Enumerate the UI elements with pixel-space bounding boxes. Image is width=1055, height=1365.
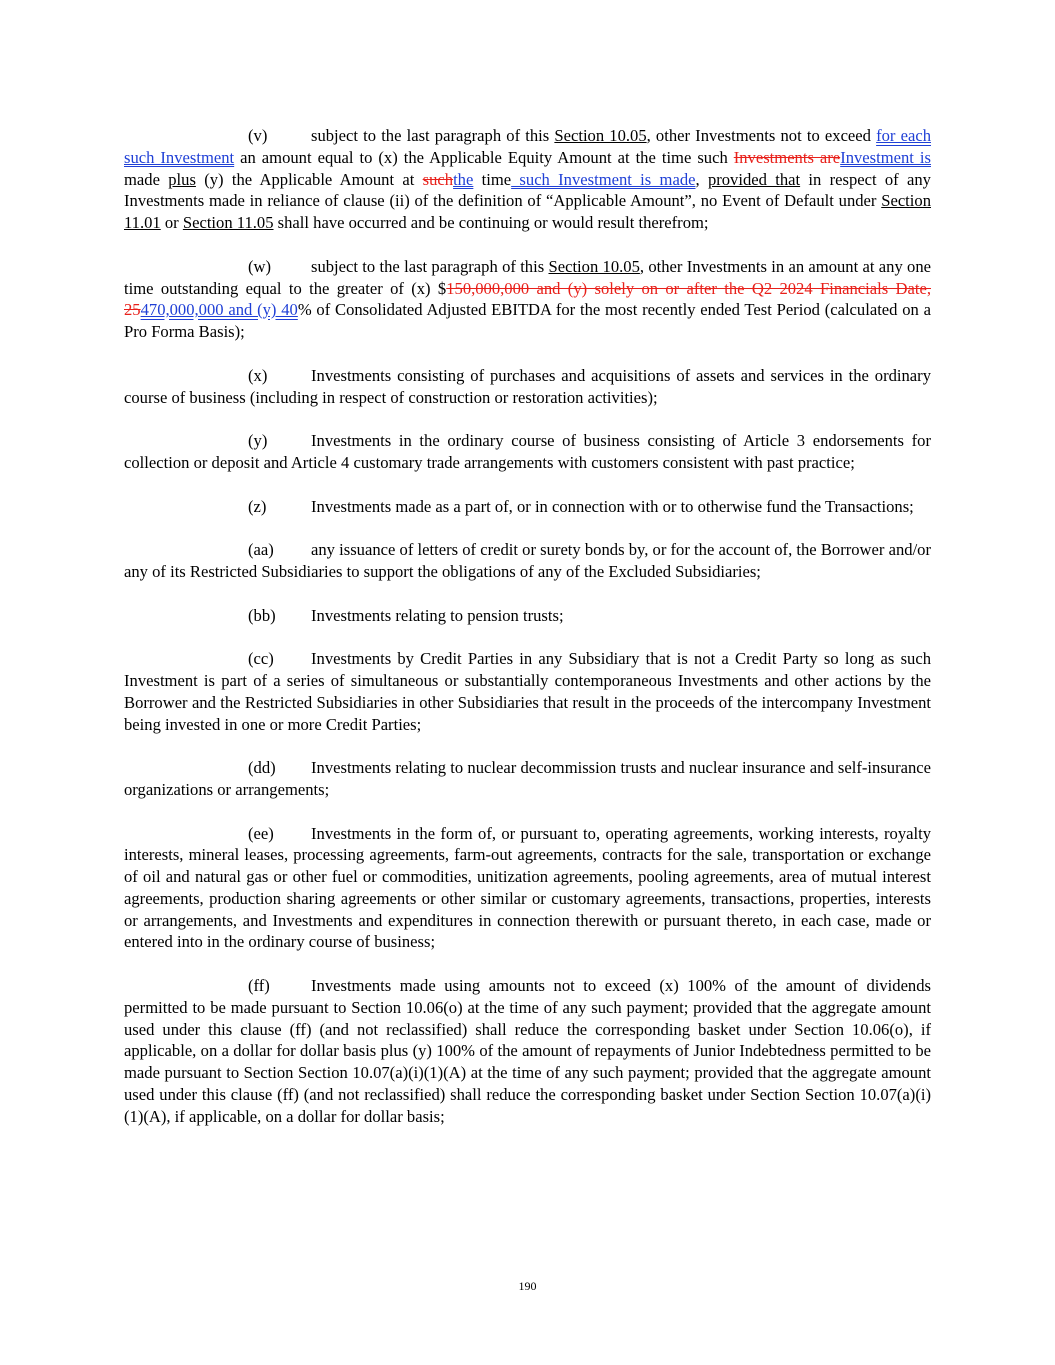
clause-label: (dd) (248, 758, 276, 778)
underlined-reference: Section 10.05 (548, 256, 640, 276)
clause-label: (bb) (248, 605, 276, 625)
clause-text: in respect of any Investments made in reliance of clause (ii) of the definition of “Applicable Amount”, no Event of Default under (124, 169, 931, 211)
clause-paragraph (124, 975, 931, 1128)
clause-label: (v) (248, 126, 268, 145)
clause-label: (w) (248, 256, 272, 276)
clause-text: (y) the Applicable Amount at (195, 169, 423, 189)
clause-text: Investments in the ordinary course of business consisting of Article 3 endorsements for collection or deposit and Article 4 customary trade arrangements with customers consistent with past practice; (124, 431, 931, 472)
clause-text: time (473, 169, 512, 189)
clause-text: Investments by Credit Parties in any Subsidiary that is not a Credit Party so long as such Investment is part of a series of simultaneous or substantially contemporaneous Investments and other actions by the Borrower and the Restricted Subsidiaries in other Subsidiaries that result in the proceeds of the intercompany Investment being invested in one or more Credit Parties; (124, 649, 931, 734)
clause-paragraph (124, 757, 931, 801)
clause-paragraph (124, 496, 931, 518)
clause-label: (ee) (248, 823, 274, 843)
clause-text: or (160, 213, 183, 233)
clause-paragraph (124, 430, 931, 474)
underlined-reference: Section 10.05 (554, 126, 647, 145)
clause-text: Investments consisting of purchases and acquisitions of assets and services in the ordinary course of business (including in respect of construction or restoration activities); (124, 365, 931, 407)
clause-text: % of Consolidated Adjusted EBITDA for the most recently ended Test Period (calculated on a Pro Forma Basis); (124, 300, 931, 342)
inserted-text: 470,000,000 and (y) 40 (140, 300, 298, 320)
clause-text: any issuance of letters of credit or surety bonds by, or for the account of, the Borrower and/or any of its Restricted Subsidiaries to support the obligations of any of the Excluded Subsidiaries; (124, 540, 931, 581)
clause-text: , other Investments in an amount at any one time outstanding equal to the greater of (x) $ (124, 256, 931, 298)
clause-paragraph (124, 648, 931, 735)
clause-label: (aa) (248, 540, 274, 560)
deleted-text: 150,000,000 and (y) solely on or after the Q2 2024 Financials Date, 25 (124, 278, 931, 320)
deleted-text: Investments are (733, 147, 841, 167)
clause-text: Investments relating to nuclear decommission trusts and nuclear insurance and self-insurance organizations or arrangements; (124, 758, 931, 799)
clause-label: (cc) (248, 649, 274, 669)
underlined-reference: Section 11.05 (182, 213, 274, 233)
clause-text: shall have occurred and be continuing or would result therefrom; (273, 213, 709, 233)
clause-text: subject to the last paragraph of this (311, 126, 555, 145)
deleted-text: such (422, 169, 454, 189)
clause-text: subject to the last paragraph of this (311, 256, 549, 276)
clause-paragraph (124, 365, 931, 409)
clause-text: , (695, 169, 708, 189)
clause-label: (z) (248, 496, 267, 516)
clause-paragraph (124, 539, 931, 583)
clause-text: , other Investments not to exceed (646, 126, 877, 145)
inserted-text: for each such Investment (124, 126, 931, 167)
clause-paragraph (124, 823, 931, 954)
page-number: 190 (518, 1279, 537, 1293)
document-page (124, 125, 931, 1149)
clause-text: Investments made as a part of, or in connection with or to otherwise fund the Transactions; (311, 496, 914, 516)
clause-text: Investments made using amounts not to exceed (x) 100% of the amount of dividends permitted to be made pursuant to Section 10.06(o) at the time of any such payment; provided that the aggregate amount used under this clause (ff) (and not reclassified) shall reduce the corresponding basket under Section 10.06(o), if applicable, on a dollar for dollar basis plus (y) 100% of the amount of repayments of Junior Indebtedness permitted to be made pursuant to Section Section 10.07(a)(i)(1)(A) at the time of any such payment; provided that the aggregate amount used under this clause (ff) (and not reclassified) shall reduce the corresponding basket under Section Section 10.07(a)(i)(1)(A), if applicable, on a dollar for dollar basis; (124, 976, 931, 1126)
inserted-text: Investment is (840, 147, 931, 167)
clause-label: (x) (248, 365, 268, 385)
underlined-reference: plus (168, 169, 196, 189)
clause-label: (y) (248, 431, 268, 451)
clause-label: (ff) (248, 976, 270, 996)
clause-paragraph (124, 256, 931, 343)
clause-text: made (124, 169, 169, 189)
clause-text: Investments relating to pension trusts; (311, 605, 564, 625)
clause-paragraph (124, 605, 931, 627)
underlined-reference: provided that (707, 169, 801, 189)
clause-text: an amount equal to (x) the Applicable Equity Amount at the time such (234, 147, 734, 167)
inserted-text: the (453, 169, 474, 189)
clause-paragraph (124, 125, 931, 234)
inserted-text: such Investment is made (511, 169, 696, 189)
underlined-reference: Section 11.01 (124, 191, 931, 233)
clause-text: Investments in the form of, or pursuant to, operating agreements, working interests, royalty interests, mineral leases, processing agreements, farm-out agreements, contracts for the sale, transportation or exchange of oil and natural gas or other fuel or commodities, unitization agreements, pooling agreements, area of mutual interest agreements, production sharing agreements or other similar or customary agreements, transactions, properties, interests or arrangements, and Investments and expenditures in connection therewith or pursuant thereto, in each case, made or entered into in the ordinary course of business; (124, 823, 931, 952)
